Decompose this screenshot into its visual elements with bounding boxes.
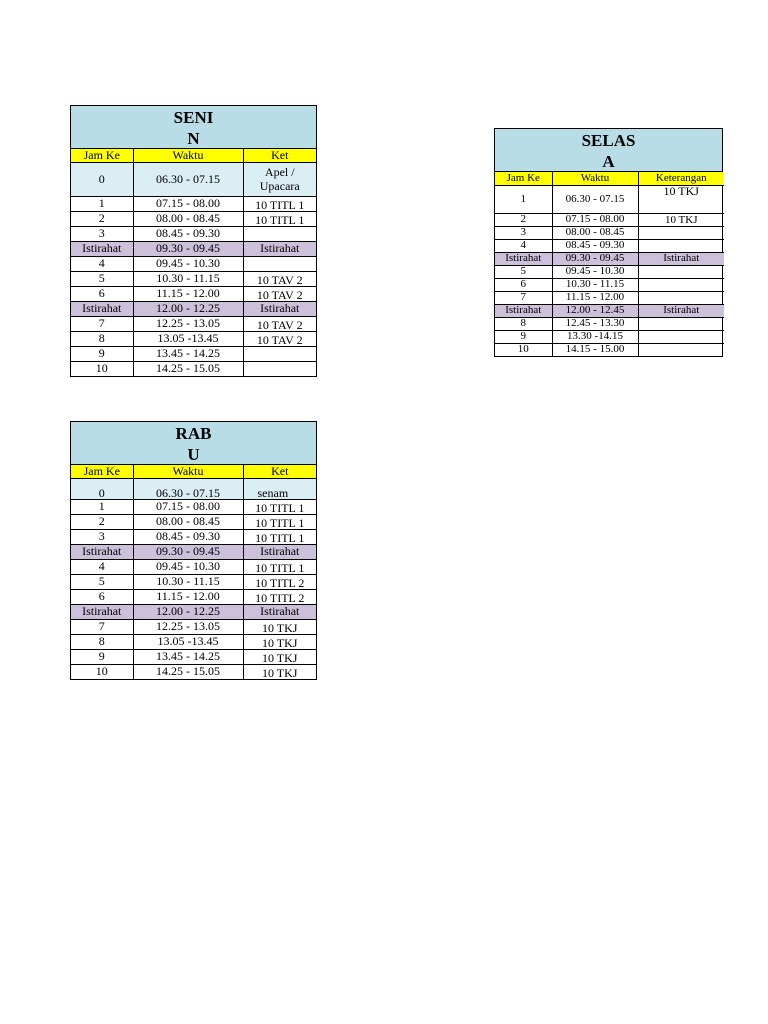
cell-waktu: 11.15 - 12.00	[552, 291, 638, 304]
cell-waktu: 12.00 - 12.45	[552, 304, 638, 317]
cell-ket	[638, 226, 724, 239]
cell-jam: 7	[495, 291, 552, 304]
table-row	[71, 361, 316, 376]
cell-waktu: 08.00 - 08.45	[133, 211, 243, 226]
day-title-line2: N	[187, 129, 200, 148]
cell-jam: Istirahat	[495, 252, 552, 265]
cell-ket: 10 TKJ	[243, 649, 316, 664]
table-row	[71, 514, 316, 529]
cell-jam: 8	[71, 331, 133, 346]
cell-ket: 10 TAV 2	[243, 331, 316, 346]
header-waktu: Waktu	[133, 149, 243, 162]
cell-jam: 0	[71, 478, 133, 499]
cell-waktu: 06.30 - 07.15	[552, 185, 638, 213]
break-row	[71, 604, 316, 619]
table-row	[495, 239, 724, 252]
table-row	[71, 196, 316, 211]
day-title	[71, 422, 316, 465]
cell-ket	[243, 162, 316, 196]
cell-ket: 10 TAV 2	[243, 271, 316, 286]
header-keterangan: Keterangan	[638, 172, 724, 185]
table-row	[71, 499, 316, 514]
cell-ket-line1: Apel /	[264, 165, 295, 179]
cell-jam: 2	[495, 213, 552, 226]
cell-jam: 3	[71, 226, 133, 241]
cell-ket: 10 TKJ	[638, 213, 724, 226]
cell-waktu: 12.45 - 13.30	[552, 317, 638, 330]
cell-waktu: 07.15 - 08.00	[133, 499, 243, 514]
table-row	[71, 162, 316, 196]
cell-waktu: 08.00 - 08.45	[133, 514, 243, 529]
cell-waktu: 11.15 - 12.00	[133, 589, 243, 604]
header-row	[71, 465, 316, 478]
cell-waktu: 13.05 -13.45	[133, 331, 243, 346]
cell-jam: 3	[71, 529, 133, 544]
schedule-senin	[70, 105, 317, 377]
table-row	[71, 619, 316, 634]
header-row	[71, 149, 316, 162]
cell-ket	[638, 330, 724, 343]
cell-waktu: 08.45 - 09.30	[133, 226, 243, 241]
table-row	[495, 265, 724, 278]
cell-ket: 10 TITL 1	[243, 559, 316, 574]
cell-ket: Istirahat	[243, 544, 316, 559]
cell-waktu: 10.30 - 11.15	[133, 574, 243, 589]
table-row	[71, 211, 316, 226]
cell-jam: Istirahat	[71, 301, 133, 316]
header-jam: Jam Ke	[71, 465, 133, 478]
cell-jam: 6	[495, 278, 552, 291]
schedule-table	[71, 149, 316, 376]
cell-ket	[243, 361, 316, 376]
table-row	[71, 634, 316, 649]
cell-jam: 6	[71, 286, 133, 301]
cell-ket-line2: Upacara	[259, 179, 300, 193]
cell-waktu: 06.30 - 07.15	[133, 162, 243, 196]
schedule-table	[71, 465, 316, 679]
cell-ket: Istirahat	[243, 604, 316, 619]
cell-ket: 10 TKJ	[243, 619, 316, 634]
table-row	[71, 529, 316, 544]
cell-jam: 4	[71, 559, 133, 574]
header-ket: Ket	[243, 465, 316, 478]
cell-waktu: 08.45 - 09.30	[133, 529, 243, 544]
table-row	[71, 649, 316, 664]
schedule-table	[495, 172, 724, 356]
cell-jam: 10	[71, 664, 133, 679]
break-row	[71, 544, 316, 559]
cell-waktu: 10.30 - 11.15	[552, 278, 638, 291]
cell-jam: 4	[71, 256, 133, 271]
cell-jam: 7	[71, 316, 133, 331]
cell-ket	[638, 278, 724, 291]
cell-ket: 10 TKJ	[243, 664, 316, 679]
header-ket: Ket	[243, 149, 316, 162]
cell-jam: 1	[71, 499, 133, 514]
cell-jam: 9	[71, 346, 133, 361]
table-row	[495, 330, 724, 343]
cell-waktu: 13.30 -14.15	[552, 330, 638, 343]
cell-ket: 10 TITL 1	[243, 499, 316, 514]
cell-waktu: 09.30 - 09.45	[133, 544, 243, 559]
table-row	[71, 271, 316, 286]
cell-waktu: 13.45 - 14.25	[133, 346, 243, 361]
cell-ket: 10 TITL 1	[243, 529, 316, 544]
schedule-selasa	[494, 128, 723, 357]
day-title-line1: RAB	[175, 424, 212, 443]
cell-jam: 8	[495, 317, 552, 330]
cell-jam: 9	[495, 330, 552, 343]
day-title	[495, 129, 722, 172]
table-row	[71, 331, 316, 346]
cell-waktu: 08.00 - 08.45	[552, 226, 638, 239]
cell-ket	[638, 239, 724, 252]
cell-ket: 10 TITL 1	[243, 211, 316, 226]
cell-waktu: 14.25 - 15.05	[133, 664, 243, 679]
cell-ket	[638, 265, 724, 278]
cell-waktu: 09.30 - 09.45	[133, 241, 243, 256]
cell-jam: 5	[495, 265, 552, 278]
cell-ket: Istirahat	[243, 241, 316, 256]
break-row	[71, 301, 316, 316]
header-jam: Jam Ke	[495, 172, 552, 185]
cell-ket	[638, 343, 724, 356]
day-title-line1: SENI	[173, 108, 214, 127]
table-row	[71, 589, 316, 604]
cell-ket: 10 TITL 2	[243, 574, 316, 589]
cell-ket: Istirahat	[638, 252, 724, 265]
cell-waktu: 08.45 - 09.30	[552, 239, 638, 252]
table-row	[71, 478, 316, 499]
cell-ket: 10 TKJ	[243, 634, 316, 649]
cell-jam: 1	[71, 196, 133, 211]
cell-jam: Istirahat	[71, 544, 133, 559]
table-row	[71, 286, 316, 301]
cell-waktu: 14.25 - 15.05	[133, 361, 243, 376]
cell-jam: 6	[71, 589, 133, 604]
cell-jam: 8	[71, 634, 133, 649]
cell-jam: 2	[71, 514, 133, 529]
cell-waktu: 13.45 - 14.25	[133, 649, 243, 664]
cell-jam: 7	[71, 619, 133, 634]
cell-ket: Istirahat	[638, 304, 724, 317]
header-waktu: Waktu	[552, 172, 638, 185]
cell-ket: 10 TITL 1	[243, 196, 316, 211]
cell-waktu: 09.45 - 10.30	[133, 256, 243, 271]
cell-jam: Istirahat	[495, 304, 552, 317]
break-row	[495, 304, 724, 317]
cell-ket: 10 TAV 2	[243, 316, 316, 331]
cell-ket: 10 TAV 2	[243, 286, 316, 301]
table-row	[495, 213, 724, 226]
header-row	[495, 172, 724, 185]
table-row	[71, 226, 316, 241]
header-waktu: Waktu	[133, 465, 243, 478]
cell-jam: 3	[495, 226, 552, 239]
cell-jam: 4	[495, 239, 552, 252]
break-row	[71, 241, 316, 256]
table-row	[71, 256, 316, 271]
cell-waktu: 09.45 - 10.30	[133, 559, 243, 574]
table-row	[495, 278, 724, 291]
cell-waktu: 06.30 - 07.15	[133, 478, 243, 499]
cell-ket: 10 TITL 1	[243, 514, 316, 529]
cell-jam: 1	[495, 185, 552, 213]
cell-ket: 10 TKJ	[638, 185, 724, 213]
table-row	[495, 317, 724, 330]
cell-jam: 0	[71, 162, 133, 196]
day-title	[71, 106, 316, 149]
cell-ket	[243, 256, 316, 271]
table-row	[71, 316, 316, 331]
cell-waktu: 12.00 - 12.25	[133, 604, 243, 619]
cell-jam: 5	[71, 271, 133, 286]
cell-ket: Istirahat	[243, 301, 316, 316]
cell-waktu: 13.05 -13.45	[133, 634, 243, 649]
cell-waktu: 07.15 - 08.00	[552, 213, 638, 226]
cell-jam: 10	[495, 343, 552, 356]
cell-waktu: 14.15 - 15.00	[552, 343, 638, 356]
table-row	[71, 346, 316, 361]
day-title-line2: A	[602, 152, 615, 171]
header-jam: Jam Ke	[71, 149, 133, 162]
table-row	[495, 291, 724, 304]
cell-waktu: 09.30 - 09.45	[552, 252, 638, 265]
cell-jam: 9	[71, 649, 133, 664]
cell-waktu: 07.15 - 08.00	[133, 196, 243, 211]
cell-waktu: 12.25 - 13.05	[133, 316, 243, 331]
cell-ket	[243, 346, 316, 361]
cell-jam: 10	[71, 361, 133, 376]
table-row	[495, 343, 724, 356]
table-row	[495, 185, 724, 213]
cell-waktu: 10.30 - 11.15	[133, 271, 243, 286]
schedule-rabu	[70, 421, 317, 680]
cell-jam: Istirahat	[71, 604, 133, 619]
cell-ket	[243, 226, 316, 241]
break-row	[495, 252, 724, 265]
cell-jam: 2	[71, 211, 133, 226]
cell-jam: 5	[71, 574, 133, 589]
cell-ket	[638, 317, 724, 330]
day-title-line2: U	[187, 445, 200, 464]
day-title-line1: SELAS	[581, 131, 636, 150]
table-row	[495, 226, 724, 239]
cell-waktu: 11.15 - 12.00	[133, 286, 243, 301]
cell-ket: 10 TITL 2	[243, 589, 316, 604]
cell-jam: Istirahat	[71, 241, 133, 256]
cell-waktu: 12.00 - 12.25	[133, 301, 243, 316]
cell-waktu: 12.25 - 13.05	[133, 619, 243, 634]
cell-ket: senam	[243, 478, 316, 499]
table-row	[71, 664, 316, 679]
cell-ket	[638, 291, 724, 304]
cell-waktu: 09.45 - 10.30	[552, 265, 638, 278]
table-row	[71, 559, 316, 574]
table-row	[71, 574, 316, 589]
